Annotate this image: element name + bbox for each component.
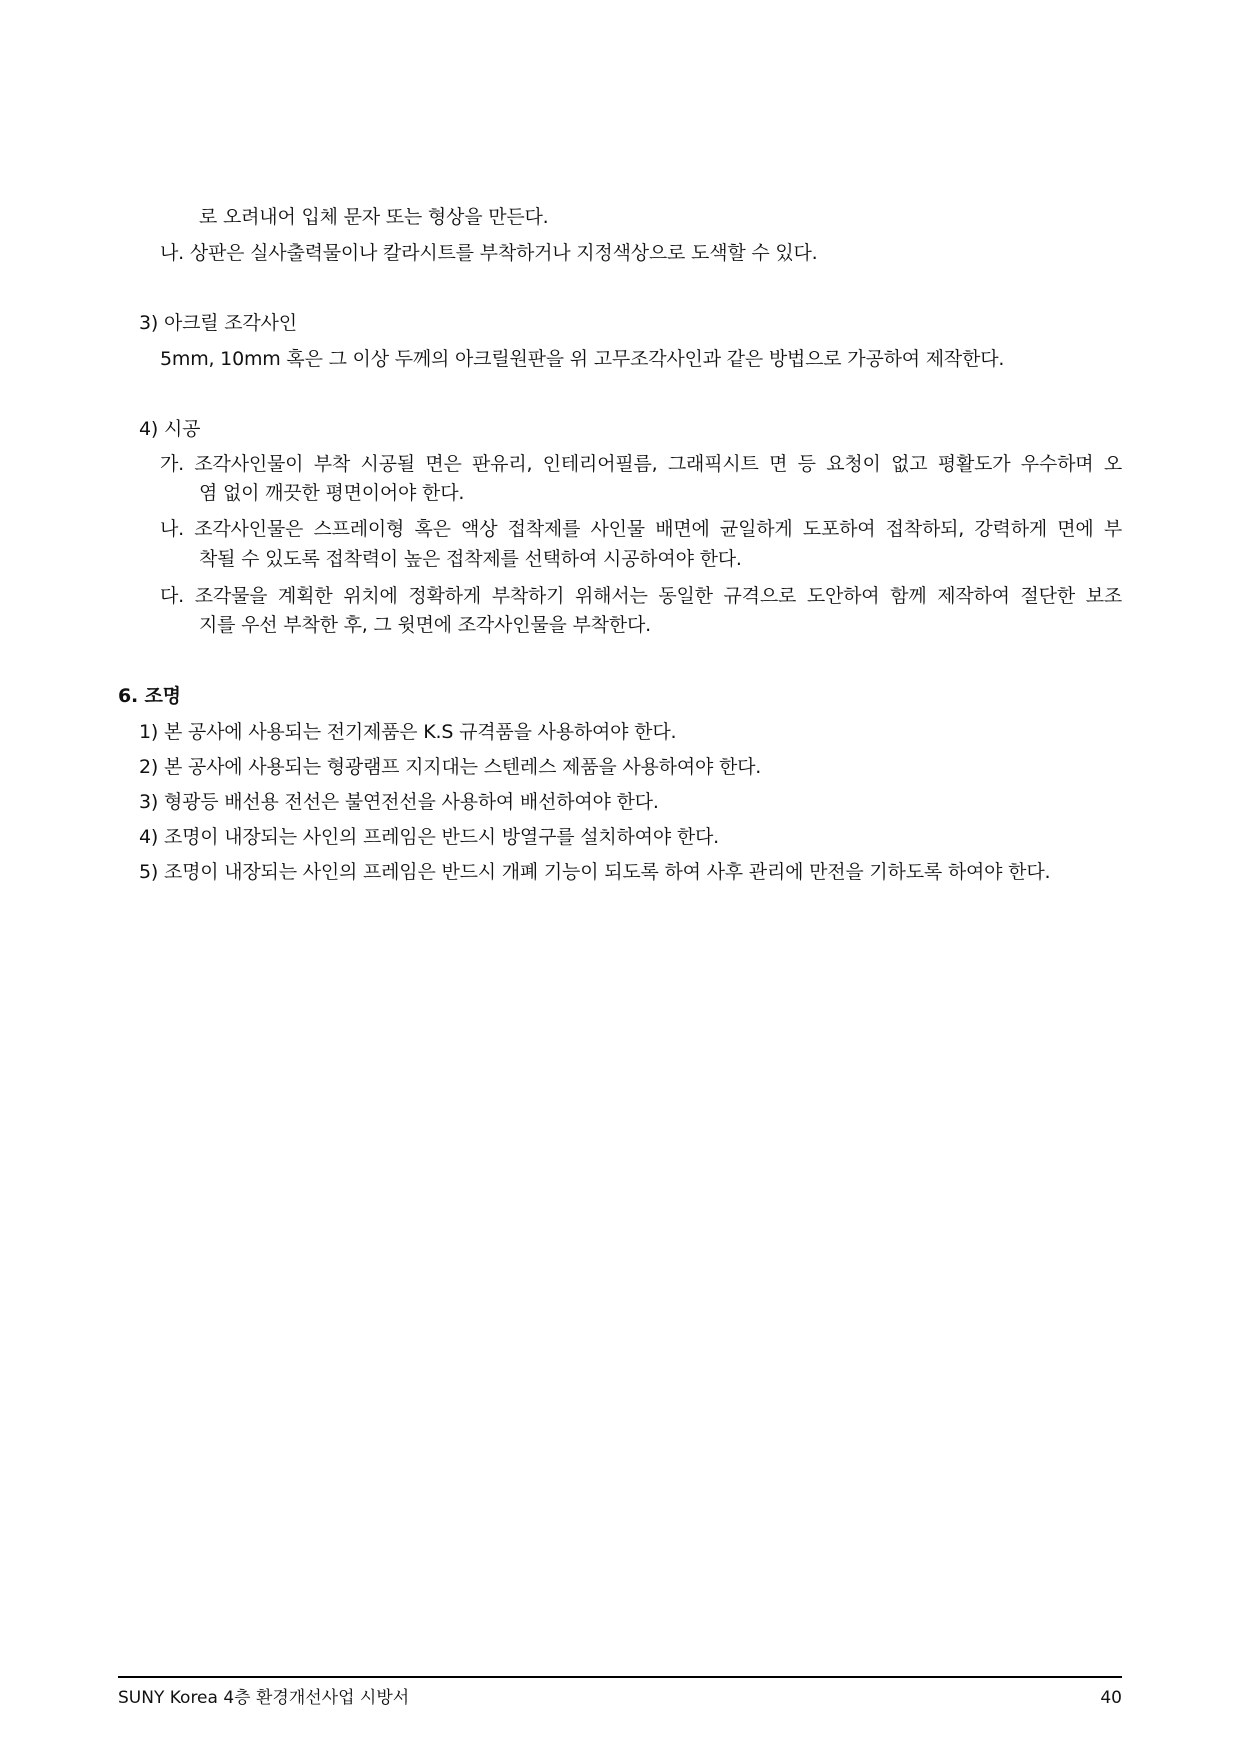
list-item-3: 3) 형광등 배선용 전선은 불연전선을 사용하여 배선하여야 한다. [139, 791, 659, 813]
section-4-title: 4) 시공 [139, 418, 201, 440]
list-item-5: 5) 조명이 내장되는 사인의 프레임은 반드시 개폐 기능이 되도록 하여 사후 관리에 만전을 기하도록 하여야 한다. [139, 861, 1051, 883]
list-item-2: 2) 본 공사에 사용되는 형광램프 지지대는 스텐레스 제품을 사용하여야 한다. [139, 756, 762, 778]
section-6-heading: 6. 조명 [118, 685, 181, 707]
continuation-line: 로 오려내어 입체 문자 또는 형상을 만든다. [199, 206, 549, 228]
list-item-da-line2: 지를 우선 부착한 후, 그 윗면에 조각사인물을 부착한다. [199, 614, 651, 636]
list-item-ga-line2: 염 없이 깨끗한 평면이어야 한다. [199, 482, 465, 504]
footer-title: SUNY Korea 4층 환경개선사업 시방서 [118, 1688, 410, 1708]
list-item-da-line1: 다. 조각물을 계획한 위치에 정확하게 부착하기 위해서는 동일한 규격으로 도안하여 함께 제작하여 절단한 보조 [160, 585, 1122, 607]
list-item-1: 1) 본 공사에 사용되는 전기제품은 K.S 규격품을 사용하여야 한다. [139, 721, 677, 743]
page-number: 40 [1100, 1688, 1122, 1708]
list-item-na2-line1: 나. 조각사인물은 스프레이형 혹은 액상 접착제를 사인물 배면에 균일하게 도포하여 접착하되, 강력하게 면에 부 [160, 518, 1122, 540]
list-item-na: 나. 상판은 실사출력물이나 칼라시트를 부착하거나 지정색상으로 도색할 수 있다. [160, 242, 818, 264]
list-item-4: 4) 조명이 내장되는 사인의 프레임은 반드시 방열구를 설치하여야 한다. [139, 826, 719, 848]
list-item-na2-line2: 착될 수 있도록 접착력이 높은 접착제를 선택하여 시공하여야 한다. [199, 548, 742, 570]
footer-divider [118, 1676, 1122, 1678]
section-3-body: 5mm, 10mm 혹은 그 이상 두께의 아크릴원판을 위 고무조각사인과 같은 방법으로 가공하여 제작한다. [160, 348, 1005, 370]
list-item-ga-line1: 가. 조각사인물이 부착 시공될 면은 판유리, 인테리어필름, 그래픽시트 면 등 요청이 없고 평활도가 우수하며 오 [160, 453, 1122, 475]
section-3-title: 3) 아크릴 조각사인 [139, 312, 297, 334]
